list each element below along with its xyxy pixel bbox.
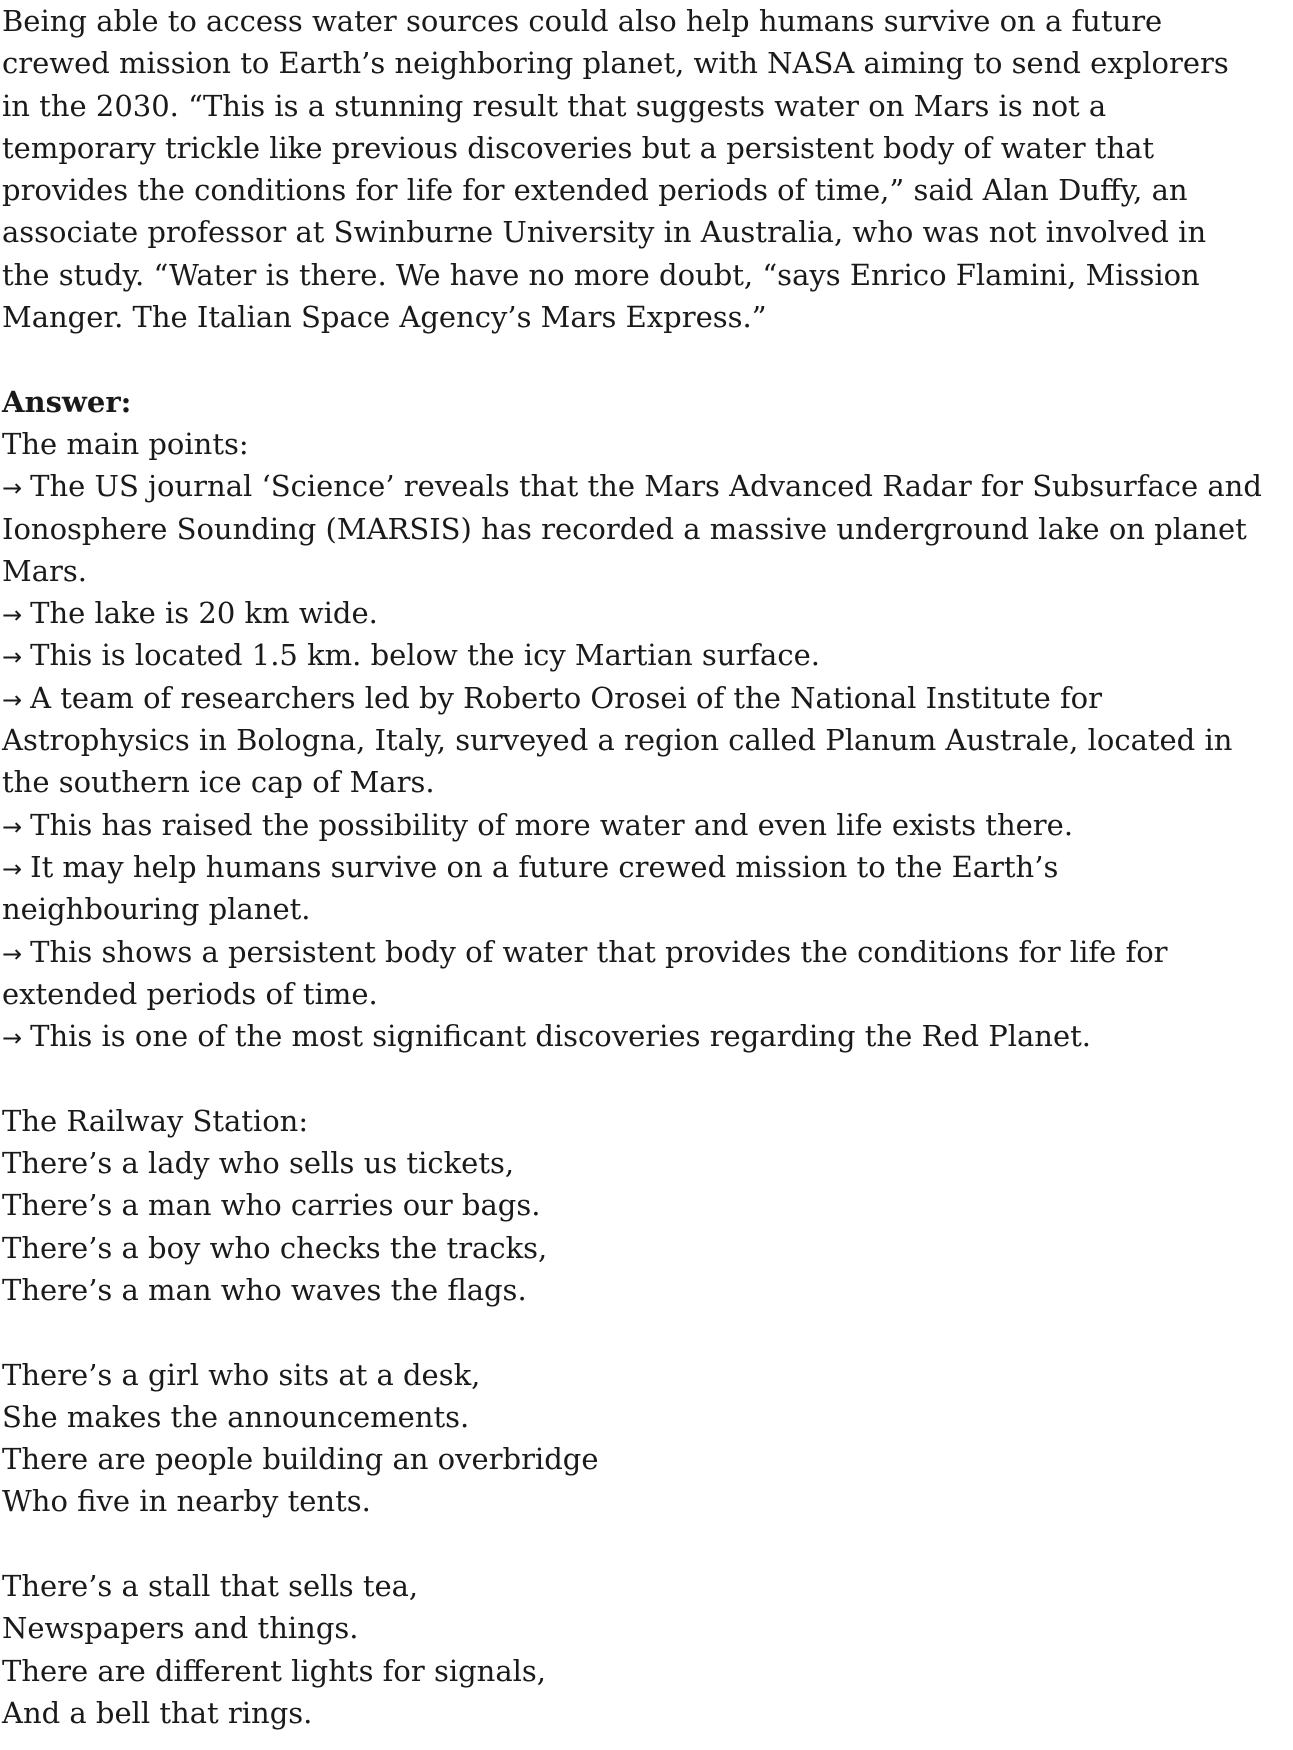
answer-section bbox=[2, 381, 1293, 1058]
text-line: in the 2030. “This is a stunning result that suggests water on Mars is not a bbox=[2, 88, 1107, 123]
poem-line: There’s a lady who sells us tickets, bbox=[2, 1146, 515, 1181]
text-line: temporary trickle like previous discoveries but a persistent body of water that bbox=[2, 130, 1155, 165]
list-item bbox=[2, 1015, 1293, 1057]
point-text: neighbouring planet. bbox=[2, 892, 311, 927]
point-text: extended periods of time. bbox=[2, 976, 378, 1011]
point-text: This is located 1.5 km. below the icy Martian surface. bbox=[30, 638, 820, 673]
list-item bbox=[2, 465, 1293, 592]
poem-line: She makes the announcements. bbox=[2, 1399, 470, 1434]
point-text: It may help humans survive on a future crewed mission to the Earth’s bbox=[30, 849, 1059, 884]
point-text: This is one of the most significant discoveries regarding the Red Planet. bbox=[30, 1019, 1092, 1054]
arrow-icon: → bbox=[2, 601, 23, 630]
poem-stanza bbox=[2, 1565, 1293, 1734]
poem-line: There’s a girl who sits at a desk, bbox=[2, 1357, 481, 1392]
list-item bbox=[2, 931, 1293, 1016]
point-text: the southern ice cap of Mars. bbox=[2, 765, 435, 800]
text-line: associate professor at Swinburne University in Australia, who was not involved in bbox=[2, 215, 1207, 250]
list-item bbox=[2, 677, 1293, 804]
poem-line: Who five in nearby tents. bbox=[2, 1484, 371, 1519]
point-text: This has raised the possibility of more water and even life exists there. bbox=[30, 807, 1074, 842]
text-line: Being able to access water sources could also help humans survive on a future bbox=[2, 4, 1163, 38]
point-text: This shows a persistent body of water that provides the conditions for life for bbox=[30, 934, 1168, 969]
arrow-icon: → bbox=[2, 474, 23, 503]
poem-line: There’s a boy who checks the tracks, bbox=[2, 1230, 548, 1265]
poem-section bbox=[2, 1100, 1293, 1734]
poem-line: There are different lights for signals, bbox=[2, 1653, 547, 1688]
list-item bbox=[2, 592, 1293, 634]
arrow-icon: → bbox=[2, 854, 23, 883]
poem-line: Newspapers and things. bbox=[2, 1611, 359, 1646]
spacer bbox=[2, 338, 1293, 380]
text-line: Manger. The Italian Space Agency’s Mars Express.” bbox=[2, 300, 767, 335]
poem-line: There’s a stall that sells tea, bbox=[2, 1568, 419, 1603]
poem-line: And a bell that rings. bbox=[2, 1695, 313, 1730]
poem-stanza bbox=[2, 1354, 1293, 1523]
poem-line: There’s a man who waves the flags. bbox=[2, 1272, 527, 1307]
point-text: Mars. bbox=[2, 553, 87, 588]
point-text: A team of researchers led by Roberto Orosei of the National Institute for bbox=[30, 680, 1103, 715]
list-item bbox=[2, 634, 1293, 676]
point-text: Ionosphere Sounding (MARSIS) has recorded a massive underground lake on planet bbox=[2, 511, 1247, 546]
point-text: The US journal ‘Science’ reveals that the Mars Advanced Radar for Subsurface and bbox=[30, 469, 1262, 504]
poem-title: The Railway Station: bbox=[2, 1103, 309, 1138]
arrow-icon: → bbox=[2, 685, 23, 714]
point-text: Astrophysics in Bologna, Italy, surveyed a region called Planum Australe, located in bbox=[2, 723, 1233, 758]
arrow-icon: → bbox=[2, 939, 23, 968]
poem-stanza bbox=[2, 1142, 1293, 1311]
point-list bbox=[2, 465, 1293, 1057]
text-line: provides the conditions for life for extended periods of time,” said Alan Duffy, an bbox=[2, 173, 1188, 208]
spacer bbox=[2, 1311, 1293, 1353]
spacer bbox=[2, 1057, 1293, 1099]
arrow-icon: → bbox=[2, 643, 23, 672]
arrow-icon: → bbox=[2, 1024, 23, 1053]
text-line: the study. “Water is there. We have no more doubt, “says Enrico Flamini, Mission bbox=[2, 257, 1200, 292]
text-line: crewed mission to Earth’s neighboring planet, with NASA aiming to send explorers bbox=[2, 46, 1229, 81]
poem-line: There are people building an overbridge bbox=[2, 1442, 599, 1477]
answer-subheading: The main points: bbox=[2, 426, 249, 461]
list-item bbox=[2, 804, 1293, 846]
intro-paragraph bbox=[2, 0, 1293, 338]
point-text: The lake is 20 km wide. bbox=[30, 596, 378, 631]
arrow-icon: → bbox=[2, 812, 23, 841]
answer-heading: Answer: bbox=[2, 384, 132, 419]
spacer bbox=[2, 1523, 1293, 1565]
list-item bbox=[2, 846, 1293, 931]
poem-line: There’s a man who carries our bags. bbox=[2, 1188, 541, 1223]
